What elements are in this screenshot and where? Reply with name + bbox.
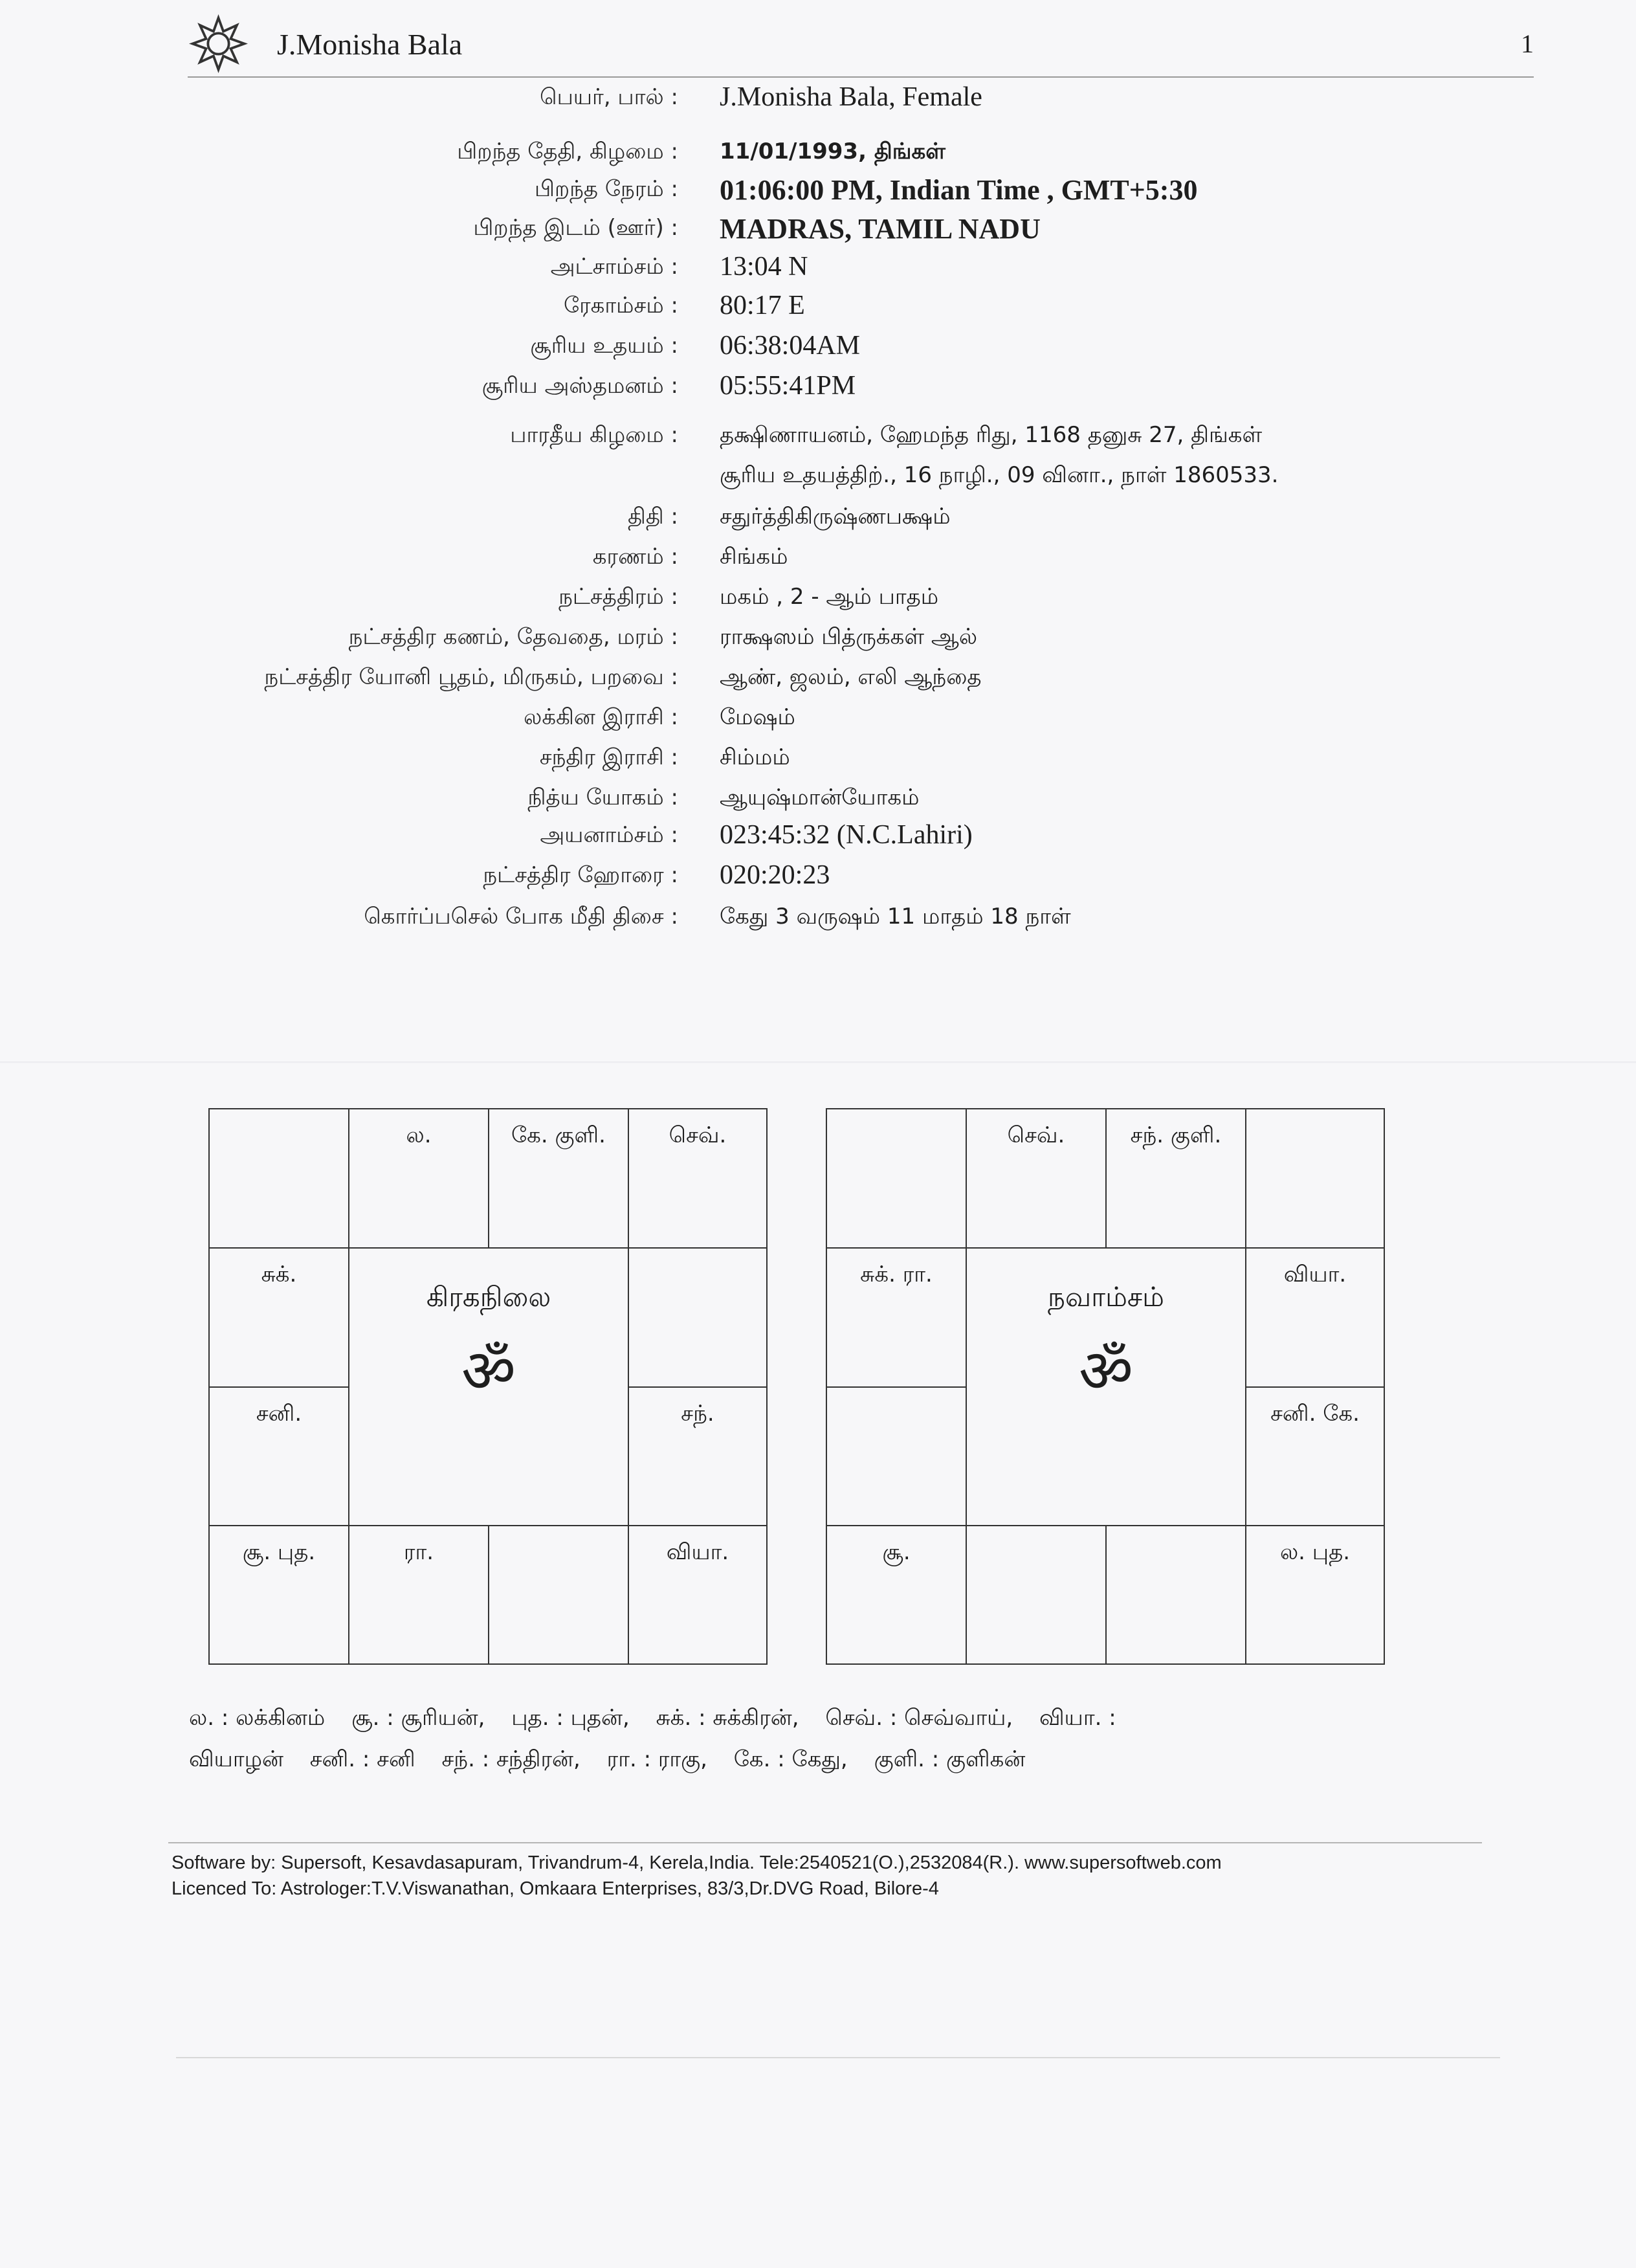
chart-house-libra	[488, 1525, 629, 1665]
detail-row	[0, 862, 1636, 898]
detail-label: பாரதீய கிழமை :	[510, 422, 678, 448]
chart-house-scorpio	[966, 1525, 1107, 1665]
detail-value: சிம்மம்	[720, 744, 790, 770]
detail-value: சூரிய உதயத்திற்., 16 நாழி., 09 வினா., நாள் 1860533.	[720, 462, 1279, 488]
detail-row	[0, 254, 1636, 290]
footer-licence-line: Licenced To: Astrologer:T.V.Viswanathan, Omkaara Enterprises, 83/3,Dr.DVG Road, Bilore-4	[171, 1878, 939, 1899]
detail-value: கேது 3 வருஷம் 11 மாதம் 18 நாள்	[720, 904, 1071, 929]
detail-value: ஆண், ஜலம், எலி ஆந்தை	[720, 664, 982, 690]
detail-label: கரணம் :	[592, 544, 678, 570]
detail-value: 020:20:23	[720, 860, 830, 890]
rasi-chart	[208, 1108, 768, 1665]
header	[188, 13, 1534, 74]
paper-fold	[0, 1062, 1636, 1063]
detail-row	[0, 904, 1636, 940]
chart-house-leo: சந்.	[628, 1386, 768, 1526]
detail-label: பிறந்த நேரம் :	[534, 176, 678, 202]
legend-item: குளி. : குளிகன்	[874, 1746, 1026, 1772]
detail-row	[0, 333, 1636, 369]
detail-label: பிறந்த இடம் (ஊர்) :	[473, 215, 678, 241]
detail-row	[0, 624, 1636, 660]
detail-value: மேஷம்	[720, 704, 795, 730]
detail-label: பெயர், பால் :	[540, 84, 678, 110]
detail-row	[0, 215, 1636, 251]
detail-label: சூரிய அஸ்தமனம் :	[481, 373, 678, 399]
chart-house-taurus: சந். குளி.	[1105, 1108, 1246, 1249]
chart-title: கிரகநிலை	[426, 1281, 551, 1313]
chart-house-libra	[1105, 1525, 1246, 1665]
legend-item: புத. : புதன்,	[511, 1705, 630, 1731]
detail-label: ரேகாம்சம் :	[563, 293, 678, 318]
chart-house-taurus: கே. குளி.	[488, 1108, 629, 1249]
detail-label: நித்ய யோகம் :	[527, 784, 678, 810]
chart-house-capricorn	[826, 1386, 967, 1526]
chart-house-pisces	[208, 1108, 349, 1249]
detail-row	[0, 822, 1636, 858]
detail-label: நட்சத்திரம் :	[558, 584, 678, 610]
chart-house-gemini: செவ்.	[628, 1108, 768, 1249]
detail-row	[0, 784, 1636, 821]
chart-house-aquarius: சுக். ரா.	[826, 1247, 967, 1388]
detail-label: நட்சத்திர யோனி பூதம், மிருகம், பறவை :	[264, 664, 678, 690]
detail-label: சூரிய உதயம் :	[530, 333, 678, 359]
detail-row	[0, 704, 1636, 740]
legend-line-2	[189, 1746, 1354, 1775]
detail-value: தக்ஷிணாயனம், ஹேமந்த ரிது, 1168 தனுசு 27, திங்கள்	[720, 422, 1263, 448]
legend-line-1	[189, 1705, 1354, 1733]
chart-title: நவாம்சம்	[1048, 1281, 1164, 1313]
detail-value: ஆயுஷ்மான்யோகம்	[720, 784, 920, 810]
chart-house-cancer	[628, 1247, 768, 1388]
detail-label: லக்கின இராசி :	[524, 704, 678, 730]
detail-row	[0, 176, 1636, 212]
detail-value: 11/01/1993, திங்கள்	[720, 139, 945, 164]
detail-value: சதுர்த்திகிருஷ்ணபக்ஷம்	[720, 504, 951, 529]
navamsa-chart	[826, 1108, 1385, 1665]
detail-value: ராக்ஷஸம் பித்ருக்கள் ஆல்	[720, 624, 978, 650]
detail-row	[0, 84, 1636, 120]
chart-house-capricorn: சனி.	[208, 1386, 349, 1526]
footer-software-line: Software by: Supersoft, Kesavdasapuram, Trivandrum-4, Kerela,India. Tele:2540521(O.),2532084(R.). www.supersoftweb.com	[171, 1852, 1222, 1873]
detail-label: சந்திர இராசி :	[539, 744, 678, 770]
om-icon: ॐ	[461, 1337, 516, 1406]
footer-divider	[168, 1842, 1482, 1843]
legend-item: வியாழன்	[189, 1746, 283, 1772]
detail-row	[0, 664, 1636, 700]
detail-value: மகம் , 2 - ஆம் பாதம்	[720, 584, 939, 610]
om-icon: ॐ	[1079, 1337, 1133, 1406]
detail-row	[0, 139, 1636, 175]
chart-house-cancer: வியா.	[1245, 1247, 1385, 1388]
chart-house-sagittarius: சூ.	[826, 1525, 967, 1665]
chart-house-gemini	[1245, 1108, 1385, 1249]
detail-label: நட்சத்திர ஹோரை :	[483, 862, 678, 888]
legend-item: ரா. : ராகு,	[606, 1746, 707, 1772]
chart-center	[966, 1247, 1246, 1526]
detail-value: சிங்கம்	[720, 544, 788, 570]
legend-item: கே. : கேது,	[733, 1746, 848, 1772]
chart-house-virgo: வியா.	[628, 1525, 768, 1665]
detail-value: 01:06:00 PM, Indian Time , GMT+5:30	[720, 174, 1198, 206]
detail-row	[0, 744, 1636, 781]
detail-label: அயனாம்சம் :	[540, 822, 678, 848]
legend-item: வியா. :	[1039, 1705, 1116, 1731]
detail-row	[0, 373, 1636, 409]
detail-row	[0, 584, 1636, 620]
header-name: J.Monisha Bala	[277, 28, 463, 61]
detail-row	[0, 462, 1636, 498]
detail-value: 023:45:32 (N.C.Lahiri)	[720, 820, 973, 850]
page-number: 1	[1521, 29, 1534, 58]
header-divider	[188, 76, 1534, 78]
bottom-divider	[176, 2057, 1500, 2058]
detail-label: அட்சாம்சம் :	[550, 254, 678, 280]
chart-house-aries: ல.	[348, 1108, 489, 1249]
chart-house-leo: சனி. கே.	[1245, 1386, 1385, 1526]
detail-label: நட்சத்திர கணம், தேவதை, மரம் :	[348, 624, 678, 650]
legend-item: சுக். : சுக்கிரன்,	[656, 1705, 799, 1731]
sun-mandala-icon	[188, 13, 249, 74]
chart-house-pisces	[826, 1108, 967, 1249]
detail-row	[0, 293, 1636, 329]
detail-row	[0, 544, 1636, 580]
chart-house-virgo: ல. புத.	[1245, 1525, 1385, 1665]
detail-value: 13:04 N	[720, 252, 808, 282]
detail-value: MADRAS, TAMIL NADU	[720, 213, 1041, 245]
detail-row	[0, 504, 1636, 540]
detail-value: 80:17 E	[720, 291, 805, 320]
detail-label: திதி :	[628, 504, 678, 529]
detail-value: 05:55:41PM	[720, 371, 856, 401]
chart-house-aries: செவ்.	[966, 1108, 1107, 1249]
detail-label: கொர்ப்பசெல் போக மீதி திசை :	[364, 904, 678, 929]
detail-label: பிறந்த தேதி, கிழமை :	[457, 139, 678, 164]
legend-item: செவ். : செவ்வாய்,	[825, 1705, 1013, 1731]
chart-center	[348, 1247, 629, 1526]
chart-house-aquarius: சுக்.	[208, 1247, 349, 1388]
legend-item: சந். : சந்திரன்,	[441, 1746, 580, 1772]
detail-row	[0, 422, 1636, 458]
detail-value: J.Monisha Bala, Female	[720, 82, 982, 112]
chart-house-sagittarius: சூ. புத.	[208, 1525, 349, 1665]
legend-item: ல. : லக்கினம்	[189, 1705, 326, 1731]
legend-item: சூ. : சூரியன்,	[351, 1705, 485, 1731]
chart-house-scorpio: ரா.	[348, 1525, 489, 1665]
detail-value: 06:38:04AM	[720, 331, 861, 361]
legend-item: சனி. : சனி	[309, 1746, 415, 1772]
